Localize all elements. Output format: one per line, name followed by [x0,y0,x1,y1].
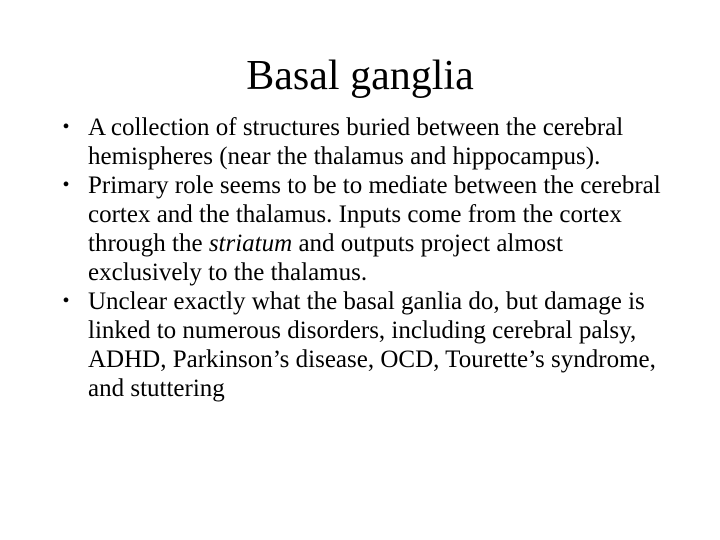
bullet-item-primary-role [56,171,676,287]
bullet-marker: • [62,174,70,196]
bullet-marker: • [62,116,70,138]
bullet-item-structures [56,113,676,171]
bullet-text [88,172,661,286]
bullet-text: A collection of structures buried between the cerebral hemispheres (near the thalamus and hippocampus). [88,114,624,170]
bullet-item-disorders [56,287,676,403]
bullet-text: Unclear exactly what the basal ganlia do, but damage is linked to numerous disorders, including cerebral palsy, ADHD, Parkinson’s disease, OCD, Tourette’s syndrome, and stuttering [88,288,656,402]
emphasis-striatum: striatum [208,230,293,257]
bullet-text-after: and outputs project almost exclusively to the thalamus. [88,230,563,286]
bullet-text-before: Primary role seems to be to mediate between the cerebral cortex and the thalamus. Inputs come from the cortex through the [88,172,661,257]
slide-title: Basal ganglia [246,53,474,99]
bullet-marker: • [62,290,70,312]
bullet-list [56,113,676,403]
